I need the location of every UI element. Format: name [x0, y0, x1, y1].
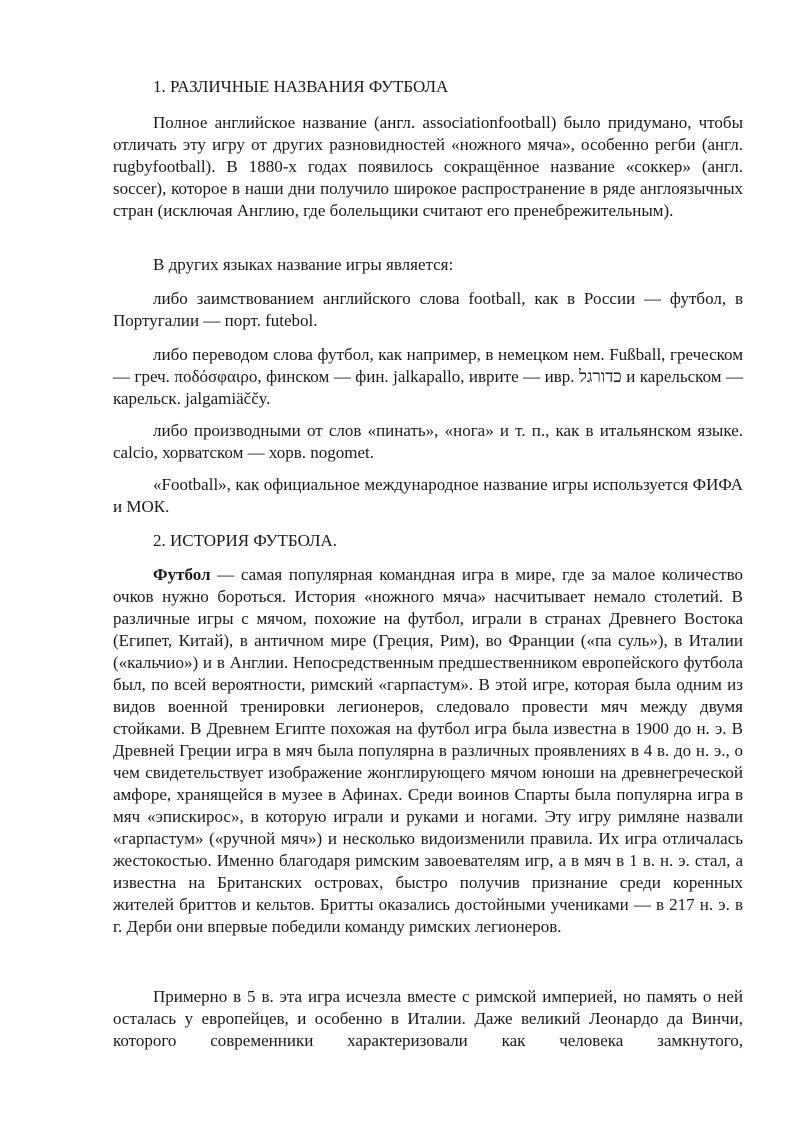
term-football: Футбол	[153, 565, 211, 584]
section-1-paragraph-4: либо переводом слова футбол, как например, в немецком нем. Fußball, греческом — греч. ποδόσφαιρο, финском — фин. jalkapallo, иврите — ивр. כדורגל и карельском — карельск. jalgamiäččy.	[113, 345, 743, 408]
section-1-paragraph-5: либо производными от слов «пинать», «нога» и т. п., как в итальянском языке. calcio, хорватском — хорв. nogomet.	[113, 421, 743, 462]
section-1-paragraph-1: Полное английское название (англ. associationfootball) было придумано, чтобы отличать эту игру от других разновидностей «ножного мяча», особенно регби (англ. rugbyfootball). В 1880-х годах появилось сокращённое название «соккер» (англ. soccer), которое в наши дни получило широкое распространение в ряде англоязычных стран (исключая Англию, где болельщики считают его пренебрежительным).	[113, 113, 743, 220]
section-2-paragraph-1: Футбол — самая популярная командная игра в мире, где за малое количество очков нужно бороться. История «ножного мяча» насчитывает немало столетий. В различные игры с мячом, похожие на футбол, играли в странах Древнего Востока (Египет, Китай), в античном мире (Греция, Рим), во Франции («па суль»), в Италии («кальчио») и в Англии. Непосредственным предшественником европейского футбола был, по всей вероятности, римский «гарпастум». В этой игре, которая была одним из видов военной тренировки легионеров, следовало провести мяч между двумя стойками. В Древнем Египте похожая на футбол игра была известна в 1900 до н. э. В Древней Греции игра в мяч была популярна в различных проявлениях в 4 в. до н. э., о чем свидетельствует изображение жонглирующего мячом юноши на древнегреческой амфоре, хранящейся в музее в Афинах. Среди воинов Спарты была популярна игра в мяч «эпискирос», в которую играли и руками и ногами. Эту игру римляне назвали «гарпастум» («ручной мяч») и несколько видоизменили правила. Их игра отличалась жестокостью. Именно благодаря римским завоевателям игр, а в мяч в 1 в. н. э. стал, а известна на Британских островах, быстро получив признание среди коренных жителей бриттов и кельтов. Бритты оказались достойными учениками — в 217 н. э. в г. Дерби они впервые победили команду римских легионеров.	[113, 565, 743, 936]
section-1-paragraph-2: В других языках название игры является:	[153, 255, 454, 274]
section-2-paragraph-2: Примерно в 5 в. эта игра исчезла вместе с римской империей, но память о ней осталась у европейцев, и особенно в Италии. Даже великий Леонардо да Винчи, которого современники характеризовали как человека замкнутого,	[113, 987, 743, 1050]
section-1-paragraph-3: либо заимствованием английского слова football, как в России — футбол, в Португалии — порт. futebol.	[113, 289, 743, 330]
section-1-paragraph-6: «Football», как официальное международное название игры используется ФИФА и МОК.	[113, 475, 743, 516]
section-2-heading: 2. ИСТОРИЯ ФУТБОЛА.	[153, 531, 338, 550]
section-1-heading: 1. РАЗЛИЧНЫЕ НАЗВАНИЯ ФУТБОЛА	[153, 77, 449, 96]
